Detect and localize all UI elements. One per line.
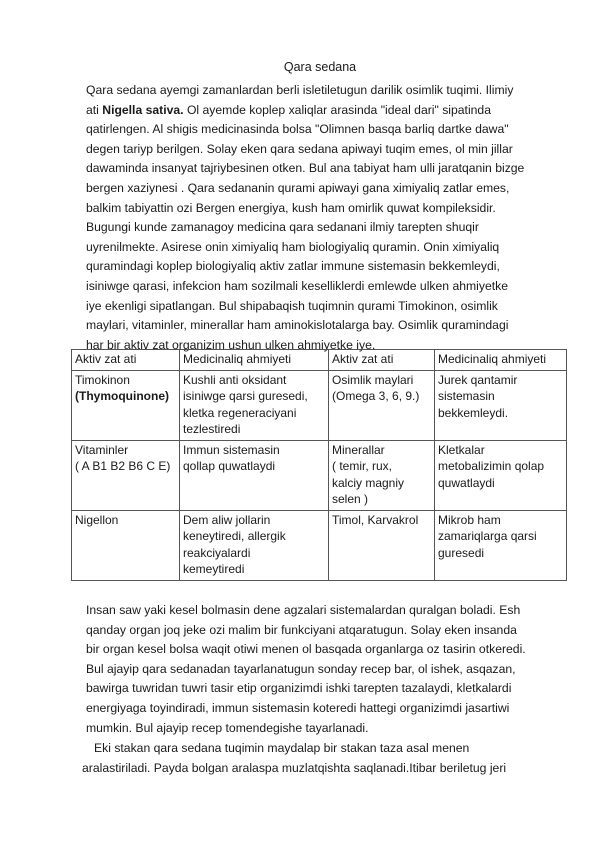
cell-line: isiniwge qarsi guresedi,: [183, 389, 308, 403]
table-cell: [329, 440, 435, 510]
paragraph-line: Bugungi kunde zamanagoy medicina qara sedanani ilmiy tarepten shuqir: [86, 220, 479, 235]
cell-line: guresedi: [438, 545, 485, 560]
paragraph-line: bir organ kesel bolsa waqit otiwi menen ol basqada organlarga oz tasirin otkeredi.: [86, 642, 526, 657]
paragraph-line: qanday organ joq jeke ozi malim bir funkciyani atqaratugun. Solay eken insanda: [86, 622, 517, 637]
document-title: Qara sedana: [283, 60, 357, 74]
body-paragraph: [86, 601, 556, 738]
line-rest: Ol ayemde koplep xaliqlar arasinda "ideal dari" sipatinda: [183, 102, 491, 117]
paragraph-line: uyrenilmekte. Asirese onin ximiyaliq ham biologiyaliq quramin. Onin ximiyaliq: [86, 239, 500, 254]
cell-line: bekkemleydi.: [438, 405, 509, 420]
table-row: [72, 510, 567, 580]
table-cell: [435, 440, 567, 510]
paragraph-line-with-latin-name: [86, 101, 556, 121]
table-cell: [72, 370, 180, 440]
cell-line: Dem aliw jollarin: [183, 512, 271, 527]
cell-line: Timokinon: [75, 372, 130, 387]
paragraph-line: Qara sedana ayemgi zamanlardan berli isletiletugun darilik osimlik tuqimi. Ilimiy: [86, 83, 514, 97]
paragraph-line: iye ekenligi sipatlangan. Bul shipabaqish tuqimnin qurami Timokinon, osimlik: [86, 298, 498, 313]
latin-name: Nigella sativa.: [102, 102, 184, 117]
header-cell: Medicinaliq ahmiyeti: [435, 350, 567, 371]
table-cell: [72, 440, 180, 510]
cell-line: kalciy magniy: [332, 475, 405, 490]
table-cell: [180, 440, 329, 510]
intro-paragraph: [86, 81, 556, 355]
paragraph-line: mumkin. Bul ajayip recep tomendegishe tayarlanadi.: [86, 720, 369, 735]
cell-line: Kletkalar: [438, 442, 485, 457]
paragraph-line: bergen xaziynesi . Qara sedananin qurami apiwayi gana ximiyaliq zatlar emes,: [86, 180, 510, 195]
paragraph-line: Insan saw yaki kesel bolmasin dene agzalari sistemalardan quralgan boladi. Esh: [86, 603, 521, 617]
cell-line: keneytiredi, allergik: [183, 529, 286, 543]
table-cell: [435, 370, 567, 440]
paragraph-line: isiniwge qarasi, infekcion ham sozilmali keselliklerdi emlewde ulken ahmiyetke: [86, 278, 509, 293]
cell-line: Minerallar: [332, 442, 385, 457]
paragraph-line: maylari, vitaminler, minerallar ham aminokislotalarga bay. Osimlik quramindagi: [86, 318, 509, 333]
paragraph-line: har bir aktiv zat organizim ushun ulken ahmiyetke iye.: [86, 337, 376, 352]
table-cell: [329, 370, 435, 440]
paragraph-line: aralastiriladi. Payda bolgan aralaspa muzlatqishta saqlanadi.Itibar beriletug jeri: [82, 760, 507, 775]
paragraph-line: qatirlengen. Al shigis medicinasinda bolsa "Olimnen basqa barliq dartke dawa": [86, 122, 509, 137]
cell-line: zamariqlarga qarsi: [438, 529, 537, 543]
cell-line: ( temir, rux,: [332, 459, 393, 473]
cell-line: Immun sistemasin: [183, 442, 280, 457]
table-row: [72, 370, 567, 440]
paragraph-line: Bul ajayip qara sedanadan tayarlanatugun sonday recep bar, ol ishek, asqazan,: [86, 661, 516, 676]
cell-line: (Omega 3, 6, 9.): [332, 389, 420, 403]
cell-line: Timol, Karvakrol: [332, 512, 419, 527]
cell-line: Jurek qantamir: [438, 372, 518, 387]
paragraph-line: degen tariyp berilgen. Solay eken qara sedana apiwayi tuqim emes, ol min jillar: [86, 141, 513, 156]
cell-line: (Thymoquinone): [75, 389, 169, 403]
cell-line: ( A B1 B2 B6 C E): [75, 459, 171, 473]
paragraph-line: quramindagi koplep biologiyaliq aktiv zatlar immune sistemasin bekkemleydi,: [86, 259, 500, 274]
cell-line: tezlestiredi: [183, 422, 241, 436]
header-cell: Aktiv zat ati: [72, 350, 180, 371]
paragraph-line: bawirga tuwridan tuwri tasir etip organizimdi ishki tarepten tazalaydi, kletkalardi: [86, 681, 512, 696]
paragraph-line: balkim tabiyattin ozi Bergen energiya, kush ham omirlik quwat kompileksidir.: [86, 200, 496, 215]
header-cell: Aktiv zat ati: [329, 350, 435, 371]
cell-line: kemeytiredi: [183, 562, 245, 576]
cell-line: sistemasin: [438, 389, 495, 403]
cell-line: quwatlaydi: [438, 475, 495, 490]
cell-line: Mikrob ham: [438, 512, 501, 527]
line-prefix: ati: [86, 102, 103, 117]
header-cell: Medicinaliq ahmiyeti: [180, 350, 329, 371]
cell-line: qollap quwatlaydi: [183, 459, 276, 473]
cell-line: Osimlik maylari: [332, 372, 414, 387]
table-cell: [180, 370, 329, 440]
cell-line: Nigellon: [75, 512, 119, 527]
cell-line: Kushli anti oksidant: [183, 372, 287, 387]
paragraph-line: Eki stakan qara sedana tuqimin maydalap bir stakan taza asal menen: [94, 741, 470, 755]
paragraph-line: dawaminda insanyat tajriybesinen otken. Bul ana tabiyat ham ulli jaratqanin bizge: [86, 161, 525, 176]
cell-line: Vitaminler: [75, 442, 129, 457]
cell-line: kletka regeneraciyani: [183, 405, 297, 420]
table-header-row: [72, 350, 567, 371]
table-cell: [435, 510, 567, 580]
table-cell: [329, 510, 435, 580]
table-cell: [180, 510, 329, 580]
cell-line: selen ): [332, 492, 369, 506]
recipe-paragraph: [82, 739, 558, 778]
table-cell: [72, 510, 180, 580]
cell-line: metobalizimin qolap: [438, 459, 545, 473]
active-substances-table: [71, 349, 567, 581]
paragraph-line: energiyaga toyindiradi, immun sistemasin koteredi hattegi organizimdi jasartiwi: [86, 700, 510, 715]
table-row: [72, 440, 567, 510]
cell-line: reakciyalardi: [183, 545, 251, 560]
